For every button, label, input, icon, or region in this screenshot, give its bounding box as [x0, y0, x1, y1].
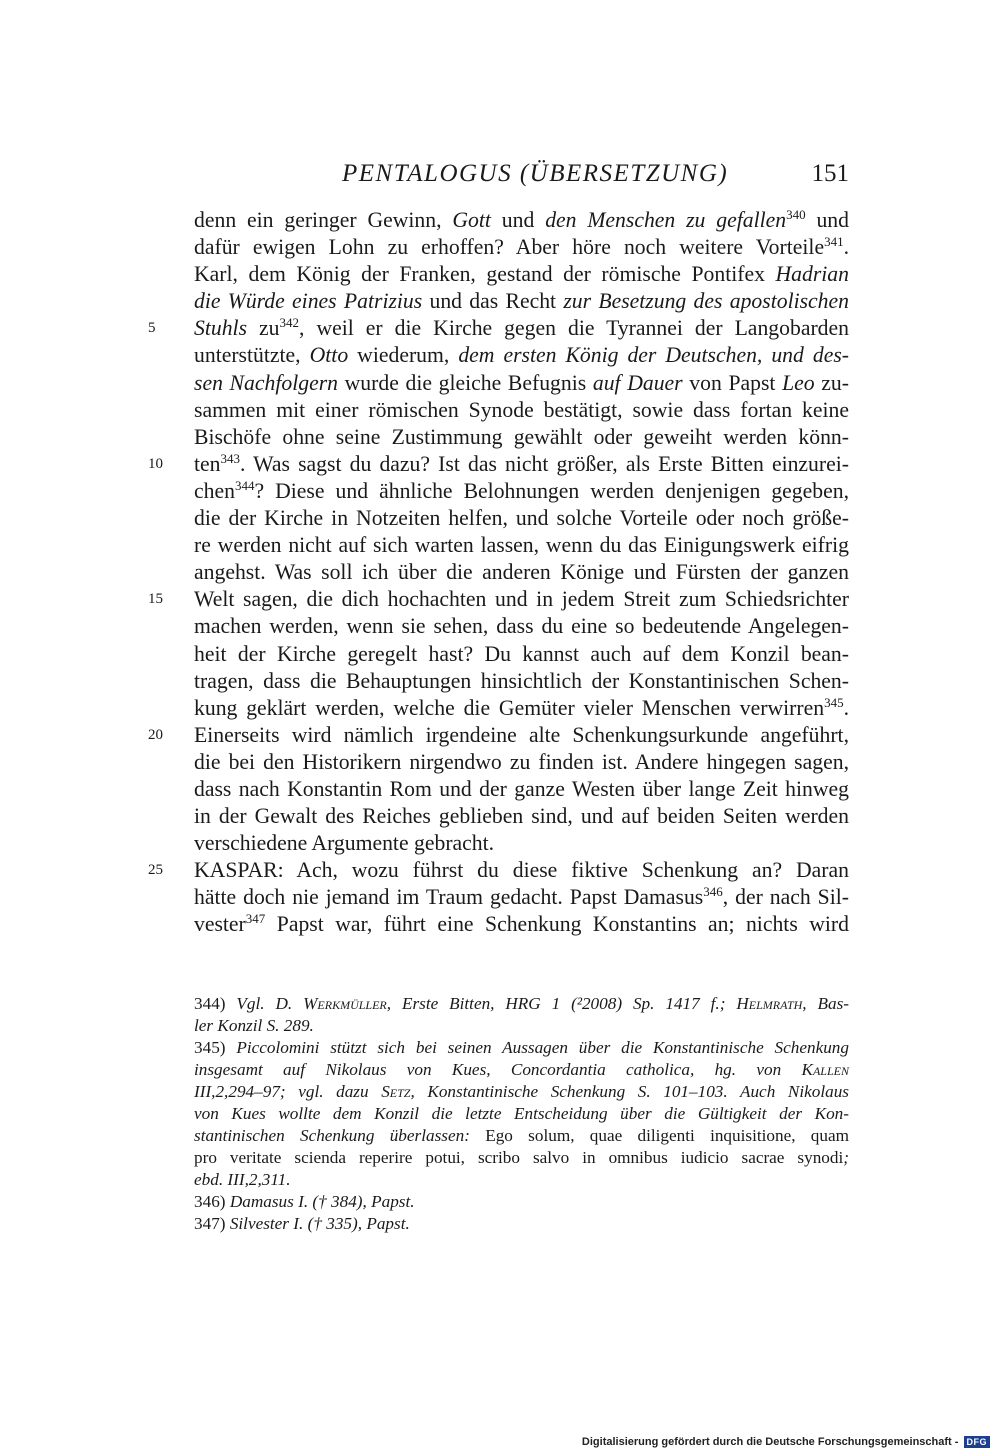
text-segment: und	[490, 208, 546, 232]
text-segment: hätte doch nie jemand im Traum gedacht. Papst Damasus	[194, 885, 704, 910]
italic-text: auf Dauer	[592, 370, 683, 395]
text-line	[0, 288, 1000, 315]
italic-text: insgesamt auf Nikolaus von Kues, Concordantia catholica, hg. von	[194, 1060, 802, 1079]
text-segment: denn ein geringer Gewinn,	[194, 208, 453, 232]
text-segment: ten	[194, 451, 221, 476]
text-segment: die der Kirche in Notzeiten helfen, und solche Vorteile oder noch größe-	[194, 506, 849, 531]
text-segment: ? Diese und ähnliche Belohnungen werden denjenigen gegeben,	[254, 478, 849, 503]
line-text	[194, 830, 849, 857]
text-segment: , weil er die Kirche gegen die Tyrannei der Langobarden	[299, 316, 849, 341]
footnote-line	[194, 1191, 849, 1213]
line-text	[194, 695, 849, 722]
text-segment: wurde die gleiche Befugnis	[337, 370, 593, 395]
italic-text: , Erste Bitten, HRG 1 (²2008) Sp. 1417 f.;	[386, 994, 737, 1013]
author-name: Setz	[381, 1082, 411, 1101]
text-segment: chen	[194, 478, 235, 503]
text-segment: zu-	[814, 370, 849, 395]
text-line	[0, 478, 1000, 505]
text-segment: .	[843, 235, 849, 260]
text-segment: re werden nicht auf sich warten lassen, wenn du das Einigungswerk eifrig	[194, 533, 849, 558]
text-line	[0, 532, 1000, 559]
footnote-line	[194, 1081, 849, 1103]
italic-text: Leo	[782, 370, 815, 395]
text-segment: . Was sagst du dazu? Ist das nicht größer, als Erste Bitten einzurei-	[240, 451, 849, 476]
line-text	[194, 397, 849, 424]
text-segment: in der Gewalt des Reiches geblieben sind, und auf beiden Seiten werden	[194, 804, 849, 829]
footnote-line	[194, 1059, 849, 1081]
footnote-line	[194, 1147, 849, 1169]
footnote-ref: 342	[279, 315, 300, 331]
line-number: 5	[148, 320, 156, 337]
italic-text: ler Konzil S. 289.	[194, 1016, 314, 1035]
line-text	[194, 911, 849, 938]
text-segment: , der nach Sil-	[722, 885, 850, 910]
line-text	[194, 288, 849, 315]
line-text	[194, 803, 849, 830]
text-segment: und	[805, 208, 849, 232]
italic-text: Damasus I. († 384), Papst.	[229, 1192, 415, 1211]
line-text	[194, 451, 849, 478]
line-text	[194, 342, 849, 369]
italic-text: den Menschen zu gefallen	[545, 208, 787, 232]
text-line	[0, 342, 1000, 369]
footnote-line	[194, 1015, 849, 1037]
italic-text: III,2,294–97; vgl. dazu	[194, 1082, 382, 1101]
text-segment: von Papst	[682, 370, 783, 395]
line-text	[194, 505, 849, 532]
line-number: 20	[148, 726, 163, 743]
text-line	[0, 397, 1000, 424]
line-text	[194, 668, 849, 695]
text-segment: KASPAR: Ach, wozu führst du diese fiktive Schenkung an? Daran	[194, 858, 849, 883]
italic-text: ;	[843, 1148, 849, 1167]
text-line	[0, 586, 1000, 613]
page-header	[194, 160, 849, 194]
line-text	[194, 586, 849, 613]
text-segment: kung geklärt werden, welche die Gemüter vieler Menschen verwirren	[194, 695, 825, 720]
text-segment: pro veritate scienda reperire potui, scribo salvo in omnibus iudicio sacrae synodi	[194, 1148, 844, 1167]
text-segment: 346)	[194, 1192, 230, 1211]
italic-text: dem ersten König der Deutschen, und des-	[458, 343, 849, 368]
text-line	[0, 722, 1000, 749]
text-segment: .	[843, 695, 849, 720]
text-line	[0, 668, 1000, 695]
text-line	[0, 776, 1000, 803]
footnote-line	[194, 1125, 849, 1147]
italic-text: sen Nachfolgern	[194, 370, 338, 395]
footnote-ref: 343	[220, 450, 240, 466]
main-text	[0, 207, 1000, 939]
text-segment: 344)	[194, 994, 237, 1013]
line-text	[194, 613, 849, 640]
footnote-line	[194, 1169, 849, 1191]
dfg-logo: DFG	[964, 1436, 991, 1448]
text-line	[0, 911, 1000, 938]
text-segment: Einerseits wird nämlich irgendeine alte Schenkungsurkunde angeführt,	[194, 722, 849, 747]
footnote-ref: 344	[234, 477, 255, 493]
italic-text: Silvester I. († 335), Papst.	[229, 1214, 410, 1233]
italic-text: zur Besetzung des apostolischen	[563, 289, 849, 314]
text-line	[0, 803, 1000, 830]
footnote-ref: 347	[245, 911, 266, 927]
italic-text: Gott	[452, 208, 491, 232]
footnote-line	[194, 1103, 849, 1125]
italic-text: die Würde eines Patrizius	[194, 289, 423, 314]
line-text	[194, 424, 849, 451]
italic-text: , Bas-	[802, 994, 849, 1013]
text-segment: Papst war, führt eine Schenkung Konstantins an; nichts wird	[265, 912, 849, 937]
line-text	[194, 884, 849, 911]
text-line	[0, 613, 1000, 640]
text-segment: Bischöfe ohne seine Zustimmung gewählt oder geweiht werden könn-	[194, 424, 849, 449]
text-line	[0, 424, 1000, 451]
italic-text: Hadrian	[775, 262, 849, 287]
line-text	[194, 261, 849, 288]
line-text	[194, 532, 849, 559]
text-line	[0, 207, 1000, 234]
text-line	[0, 315, 1000, 342]
italic-text: Stuhls	[194, 316, 248, 341]
italic-text: Otto	[309, 343, 349, 368]
text-segment: dass nach Konstantin Rom und der ganze Westen über lange Zeit hinweg	[194, 776, 849, 801]
text-line	[0, 370, 1000, 397]
line-text	[194, 207, 849, 234]
funding-banner	[582, 1436, 990, 1448]
text-segment: Ego solum, quae diligenti inquisitione, quam	[469, 1126, 849, 1145]
italic-text: Piccolomini stützt sich bei seinen Aussagen über die Konstantinische Schenkung	[236, 1038, 849, 1057]
text-line	[0, 884, 1000, 911]
footnote-ref: 341	[824, 234, 844, 250]
author-name: Kallen	[801, 1060, 849, 1079]
text-segment: heit der Kirche geregelt hast? Du kannst auch auf dem Konzil bean-	[194, 641, 849, 666]
line-text	[194, 776, 849, 803]
text-segment: sammen mit einer römischen Synode bestätigt, sowie dass fortan keine	[194, 397, 849, 422]
text-line	[0, 695, 1000, 722]
text-segment: und das Recht	[422, 289, 564, 314]
text-line	[0, 830, 1000, 857]
text-segment: unterstützte,	[194, 343, 310, 368]
text-line	[0, 749, 1000, 776]
line-text	[194, 722, 849, 749]
text-segment: die bei den Historikern nirgendwo zu finden ist. Andere hingegen sagen,	[194, 749, 849, 774]
footnote-ref: 346	[703, 884, 723, 900]
funding-text: Digitalisierung gefördert durch die Deutsche Forschungsgemeinschaft -	[581, 1436, 959, 1448]
footnote-ref: 340	[786, 207, 806, 222]
line-number: 10	[148, 455, 163, 472]
footnote-ref: 345	[824, 694, 844, 710]
footnote-line	[194, 1037, 849, 1059]
italic-text: Vgl. D.	[236, 994, 304, 1013]
text-segment: tragen, dass die Behauptungen hinsichtlich der Konstantinischen Schen-	[194, 668, 849, 693]
text-line	[0, 641, 1000, 668]
italic-text: , Konstantinische Schenkung S. 101–103. Auch Nikolaus	[410, 1082, 849, 1101]
text-line	[0, 505, 1000, 532]
footnotes	[194, 993, 849, 1235]
line-number: 25	[148, 862, 163, 879]
text-line	[0, 451, 1000, 478]
footnote-line	[194, 993, 849, 1015]
line-text	[194, 478, 849, 505]
text-line	[0, 857, 1000, 884]
text-segment: machen werden, wenn sie sehen, dass du eine so bedeutende Angelegen-	[194, 614, 849, 639]
line-text	[194, 857, 849, 884]
text-line	[0, 261, 1000, 288]
italic-text: ebd. III,2,311.	[194, 1170, 291, 1189]
italic-text: stantinischen Schenkung überlassen:	[194, 1126, 470, 1145]
text-segment: angehst. Was soll ich über die anderen Könige und Fürsten der ganzen	[194, 560, 849, 585]
italic-text: von Kues wollte dem Konzil die letzte Entscheidung über die Gültigkeit der Kon-	[194, 1104, 849, 1123]
text-segment: dafür ewigen Lohn zu erhoffen? Aber höre noch weitere Vorteile	[194, 235, 825, 260]
text-segment: vester	[194, 912, 246, 937]
author-name: Werkmüller	[303, 994, 387, 1013]
text-line	[0, 559, 1000, 586]
line-text	[194, 641, 849, 668]
text-segment: 345)	[194, 1038, 237, 1057]
text-segment: 347)	[194, 1214, 230, 1233]
line-text	[194, 559, 849, 586]
line-text	[194, 315, 849, 342]
text-segment: Welt sagen, die dich hochachten und in jedem Streit zum Schiedsrichter	[194, 587, 849, 612]
running-title: PENTALOGUS (ÜBERSETZUNG)	[342, 160, 729, 187]
line-text	[194, 370, 849, 397]
footnote-line	[194, 1213, 849, 1235]
line-text	[194, 749, 849, 776]
text-segment: verschiedene Argumente gebracht.	[194, 831, 495, 856]
page-number: 151	[811, 160, 849, 187]
author-name: Helmrath	[736, 994, 803, 1013]
line-number: 15	[148, 591, 163, 608]
text-line	[0, 234, 1000, 261]
text-segment: Karl, dem König der Franken, gestand der römische Pontifex	[194, 262, 776, 287]
line-text	[194, 234, 849, 261]
text-segment: zu	[247, 316, 280, 341]
text-segment: wiederum,	[348, 343, 459, 368]
